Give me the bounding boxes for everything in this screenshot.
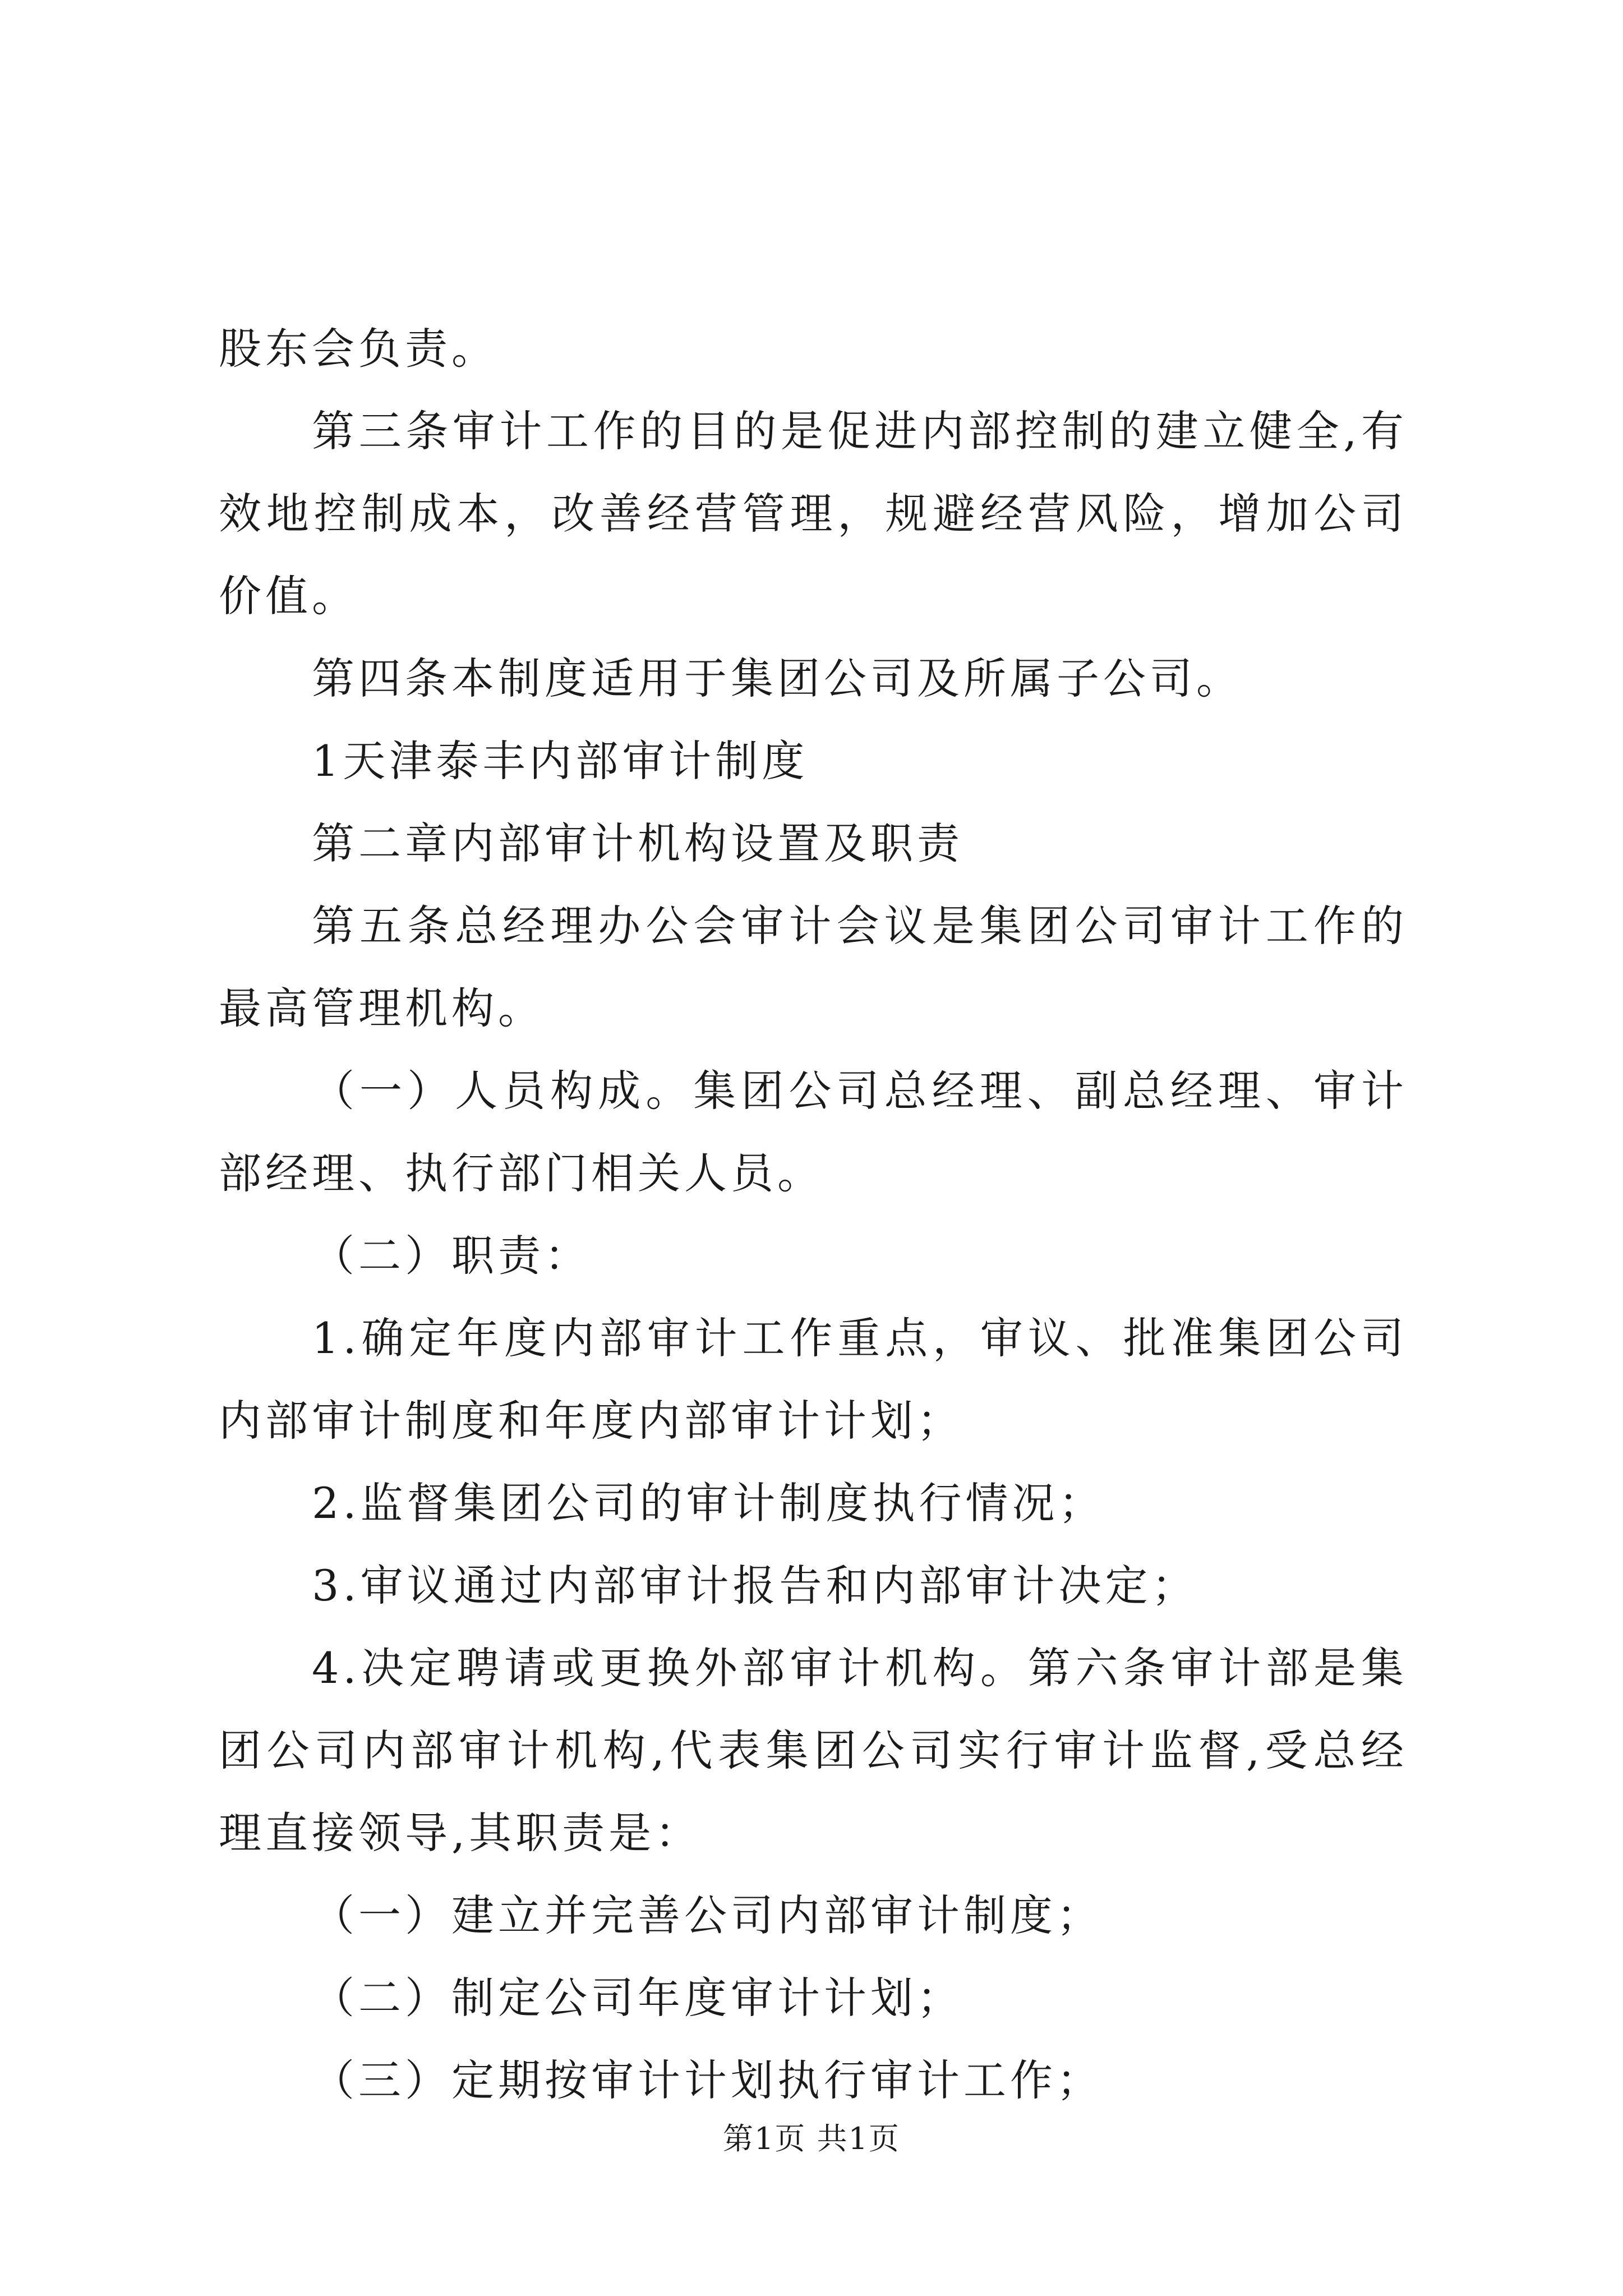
paragraph: 第三条审计工作的目的是促进内部控制的建立健全,有效地控制成本，改善经营管理，规避经营风险，增加公司价值。 <box>219 406 1408 621</box>
paragraph: （一）人员构成。集团公司总经理、副总经理、审计部经理、执行部门相关人员。 <box>219 1066 1408 1198</box>
list-item: （二）制定公司年度审计计划； <box>312 1973 963 2023</box>
list-item: （一）建立并完善公司内部审计制度； <box>312 1890 1103 1940</box>
document-body <box>219 307 1408 2122</box>
paragraph: 第五条总经理办公会审计会议是集团公司审计工作的最高管理机构。 <box>219 901 1408 1033</box>
paragraph: 1天津泰丰内部审计制度 <box>312 736 809 786</box>
list-item: 2.监督集团公司的审计制度执行情况； <box>312 1478 1105 1528</box>
list-item: 3.审议通过内部审计报告和内部审计决定； <box>312 1561 1198 1611</box>
paragraph: 第四条本制度适用于集团公司及所属子公司。 <box>312 654 1243 703</box>
paragraph: 股东会负责。 <box>219 324 498 374</box>
paragraph: （二）职责： <box>312 1231 591 1281</box>
chapter-heading: 第二章内部审计机构设置及职责 <box>312 818 963 868</box>
list-item: 1.确定年度内部审计工作重点，审议、批准集团公司内部审计制度和年度内部审计计划； <box>219 1313 1408 1446</box>
list-item: （三）定期按审计计划执行审计工作； <box>312 2055 1103 2105</box>
page-footer: 第1页 共1页 <box>723 2121 900 2156</box>
list-item: 4.决定聘请或更换外部审计机构。第六条审计部是集团公司内部审计机构,代表集团公司实行审计监督,受总经理直接领导,其职责是： <box>219 1643 1408 1858</box>
